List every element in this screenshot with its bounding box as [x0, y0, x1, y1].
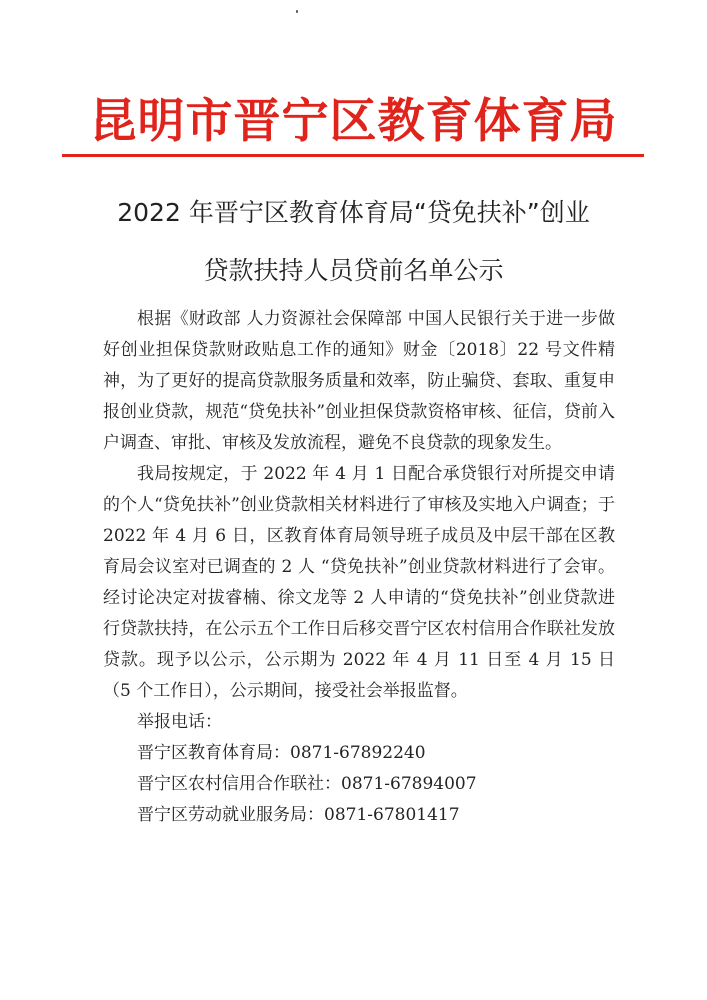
contacts-list: [103, 738, 615, 831]
contact-rural-credit-union: 晋宁区农村信用合作联社：0871-67894007: [137, 774, 477, 794]
contact-employment-service: 晋宁区劳动就业服务局：0871-67801417: [137, 805, 460, 825]
document-title-line-2: 贷款扶持人员贷前名单公示: [203, 256, 504, 285]
paragraph-procedure: 我局按规定，于 2022 年 4 月 1 日配合承贷银行对所提交申请的个人“贷免扶补”创业贷款相关材料进行了审核及实地入户调查；于 2022 年 4 月 6 日，区教育体育局领导班子成员及中层干部在区教育局会议室对已调查的 2 人 “贷免扶补”创业贷款材料进行了会审。经讨论决定对拔睿楠、徐文龙等 2 人申请的“贷免扶补”创业贷款进行贷款扶持，在公示五个工作日后移交晋宁区农村信用合作联社发放贷款。现予以公示，公示期为 2022 年 4 月 11 日至 4 月 15 日（5 个工作日），公示期间，接受社会举报监督。: [103, 464, 615, 701]
contacts-heading: 举报电话：: [137, 712, 222, 732]
scan-speck: [296, 10, 298, 13]
contact-education-bureau: 晋宁区教育体育局：0871-67892240: [137, 743, 426, 763]
header-red-rule: [62, 154, 644, 157]
org-header-title: 昆明市晋宁区教育体育局: [89, 94, 618, 149]
document-title-line-1: 2022 年晋宁区教育体育局“贷免扶补”创业: [117, 198, 590, 227]
paragraph-basis: 根据《财政部 人力资源社会保障部 中国人民银行关于进一步做好创业担保贷款财政贴息工作的通知》财金〔2018〕22 号文件精神，为了更好的提高贷款服务质量和效率，防止骗贷、套取、重复申报创业贷款，规范“贷免扶补”创业担保贷款资格审核、征信，贷前入户调查、审批、审核及发放流程，避免不良贷款的现象发生。: [103, 309, 615, 453]
document-body: [103, 304, 615, 831]
